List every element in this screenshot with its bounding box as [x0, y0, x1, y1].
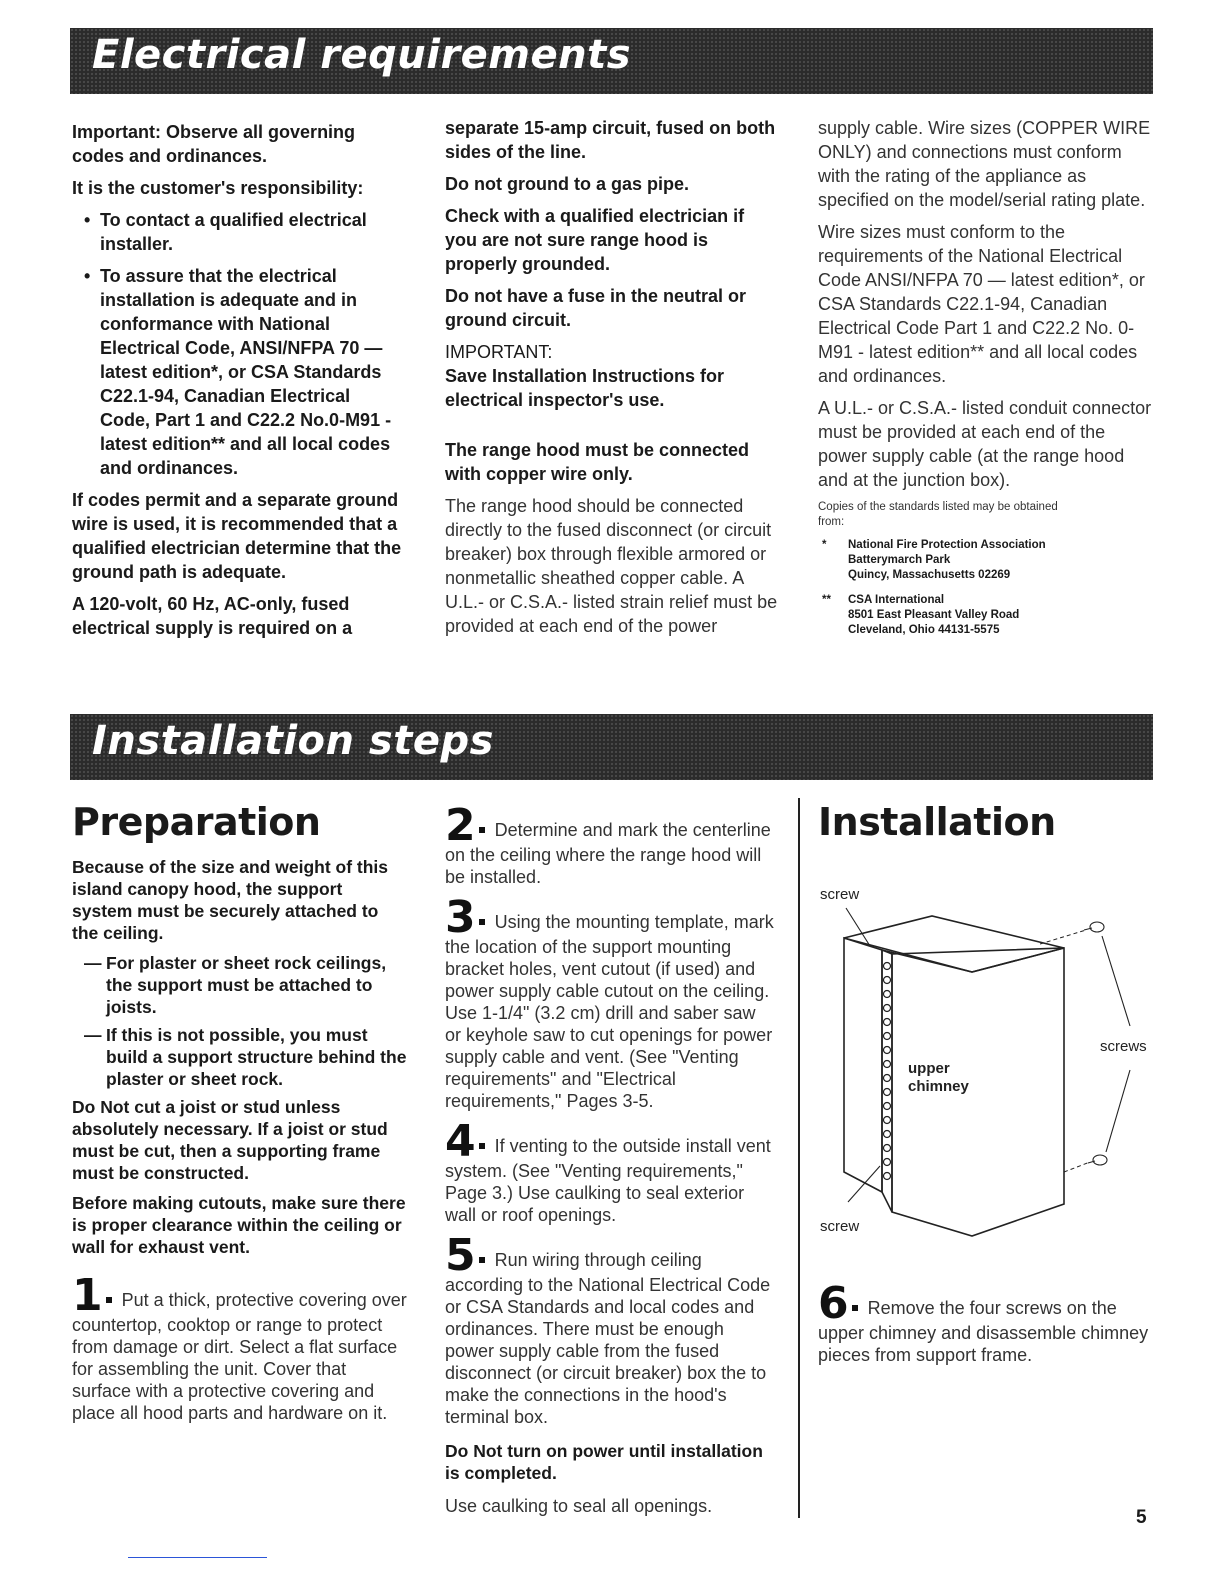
page-number: 5	[1136, 1507, 1147, 1528]
upper-chimney-label: upper chimney	[908, 1060, 969, 1095]
csa-address: ** CSA International 8501 East Pleasant Valley Road Cleveland, Ohio 44131-5575	[822, 594, 1020, 636]
list-item: — If this is not possible, you must build a support structure behind the plaster or sheet rock.	[84, 1025, 407, 1089]
section-title: Electrical requirements	[92, 32, 632, 78]
step-4: 4 If venting to the outside install vent system. (See "Venting requirements," Page 3.) Use caulking to seal exterior wall or roof openings.	[445, 1116, 771, 1225]
column-divider	[798, 798, 800, 1518]
cutout-note: Before making cutouts, make sure there is proper clearance within the ceiling or wall for exhaust vent.	[72, 1193, 406, 1257]
step-1: 1 Put a thick, protective covering over countertop, cooktop or range to protect from damage or dirt. Select a flat surface for assembling the unit. Cover that surface with a protective covering and place all hood parts and hardware on it.	[72, 1270, 407, 1423]
section-banner-installation	[70, 714, 1153, 780]
step-3: 3 Using the mounting template, mark the location of the support mounting bracket holes, vent cutout (if used) and power supply cable cutout on the ceiling. Use 1-1/4" (3.2 cm) drill and saber saw or keyhole saw to cut openings for power supply cable and vent. (See "Venting requirements" and "Electrical requirements," Pages 3-5.	[445, 892, 774, 1111]
check-electrician: Check with a qualified electrician if you are not sure range hood is properly grounded.	[445, 206, 745, 274]
screw-label: screw	[820, 886, 860, 903]
preparation-heading: Preparation	[72, 800, 321, 844]
power-warning: Do Not turn on power until installation is completed.	[445, 1441, 763, 1483]
list-item: — For plaster or sheet rock ceilings, the support must be attached to joists.	[84, 953, 387, 1017]
section-banner-electrical	[70, 28, 1153, 94]
nfpa-address: * National Fire Protection Association Batterymarch Park Quincy, Massachusetts 02269	[822, 539, 1046, 581]
electrical-column-1	[72, 120, 402, 648]
list-item: • To assure that the electrical installation is adequate and in conformance with National Electrical Code, ANSI/NFPA 70 — latest edition*, or CSA Standards C22.1-94, Canadian Electrical Code, Part 1 and C22.2 No.0-M91 - latest edition** and all local codes and ordinances.	[84, 266, 392, 478]
step-6-block	[818, 1278, 1158, 1378]
wire-sizes-text: Wire sizes must conform to the requirements of the National Electrical Code ANSI/NFPA 70 — latest edition*, or CSA Standards C22.1-94, Canadian Electrical Code Part 1 and C22.2 No. 0-M91 - latest edition** and all local codes and ordinances.	[818, 222, 1145, 386]
connection-text-cont: supply cable. Wire sizes (COPPER WIRE ONLY) and connections must conform with the rating of the appliance as specified on the model/serial rating plate.	[818, 118, 1151, 210]
electrical-column-3	[818, 116, 1158, 648]
screw-label: screw	[820, 1218, 860, 1235]
footer-rule	[128, 1557, 267, 1558]
step-5: 5 Run wiring through ceiling according to the National Electrical Code or CSA Standards and local codes and ordinances. There must be enough power supply cable from the fused disconnect (or circuit breaker) box the to make the connections in the hood's terminal box.	[445, 1230, 771, 1427]
screws-label: screws	[1100, 1038, 1147, 1055]
ground-wire-note: If codes permit and a separate ground wire is used, it is recommended that a qualified electrician determine that the ground path is adequate.	[72, 490, 402, 582]
important-label: IMPORTANT:	[445, 342, 553, 362]
supply-requirement-cont: separate 15-amp circuit, fused on both sides of the line.	[445, 118, 776, 162]
conduit-text: A U.L.- or C.S.A.- listed conduit connector must be provided at each end of the power supply cable (at the range hood and at the junction box).	[818, 398, 1152, 490]
save-instructions: Save Installation Instructions for electrical inspector's use.	[445, 366, 725, 410]
copies-note: Copies of the standards listed may be obtained from:	[818, 501, 1058, 528]
step-6: 6 Remove the four screws on the upper chimney and disassemble chimney pieces from support frame.	[818, 1278, 1149, 1365]
responsibility-heading: It is the customer's responsibility:	[72, 178, 364, 198]
chimney-diagram	[812, 880, 1162, 1240]
electrical-column-2	[445, 116, 780, 646]
step-2: 2 Determine and mark the centerline on the ceiling where the range hood will be installed.	[445, 800, 771, 887]
copper-wire-note: The range hood must be connected with copper wire only.	[445, 440, 750, 484]
connection-text: The range hood should be connected directly to the fused disconnect (or circuit breaker) box through flexible armored or nonmetallic sheathed copper cable. A U.L.- or C.S.A.- listed strain relief must be provided at each end of the power	[445, 496, 778, 636]
installation-column	[818, 800, 1158, 856]
installation-heading: Installation	[818, 800, 1056, 844]
preparation-intro: Because of the size and weight of this island canopy hood, the support system must be securely attached to the ceiling.	[72, 857, 389, 943]
gas-pipe-warning: Do not ground to a gas pipe.	[445, 174, 689, 194]
preparation-column	[72, 800, 407, 1436]
list-item: • To contact a qualified electrical installer.	[84, 210, 367, 254]
steps-column	[445, 800, 775, 1518]
supply-requirement: A 120-volt, 60 Hz, AC-only, fused electrical supply is required on a	[72, 594, 353, 638]
joist-warning: Do Not cut a joist or stud unless absolutely necessary. If a joist or stud must be cut, then a supporting frame must be constructed.	[72, 1097, 388, 1183]
caulking-note: Use caulking to seal all openings.	[445, 1496, 713, 1516]
important-note: Important: Observe all governing codes and ordinances.	[72, 122, 356, 166]
fuse-warning: Do not have a fuse in the neutral or ground circuit.	[445, 286, 747, 330]
section-title: Installation steps	[92, 718, 494, 764]
